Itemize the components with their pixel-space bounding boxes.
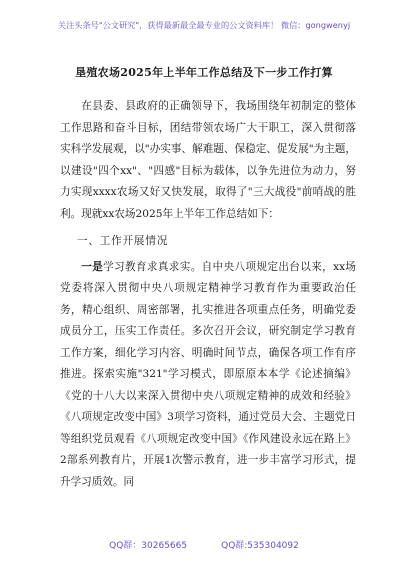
footer-qq-groups xyxy=(0,538,408,551)
promo-banner: 关注头条号"公文研究"，获得最新最全最专业的公文资料库！ 微信：gongwenyj xyxy=(57,20,351,30)
section-heading: 一、工作开展情况 xyxy=(76,235,169,247)
document-title: 垦殖农场2025年上半年工作总结及下一步工作打算 xyxy=(75,66,333,79)
paragraph-1-lead: 一是 xyxy=(81,260,104,273)
intro-paragraph: 在县委、县政府的正确领导下，我场围绕年初制定的整体工作思路和奋斗目标，团结带领农场广大干职工，深入贯彻落实科学发展观，以"办实事、解难题、保稳定、促发展"为主题，以建设"四个xx"、"四感"目标为载体，以争先进位为动力，努力实现xxxx农场又好又快发展，取得了"三大战役"前哨战的胜利。现就xx农场2025年上半年工作总结如下： xyxy=(60,100,356,220)
paragraph-1-text: 学习教育求真求实。自中央八项规定出台以来，xx场党委将深入贯彻中央八项规定精神学习教育作为重要政治任务，精心组织、周密部署，扎实推进各项重点任务，明确党委成员分工，压实工作责任。多次召开会议，研究制定学习教育工作方案，细化学习内容、明确时间节点，确保各项工作有序推进。探索实施"321"学习模式，即原原本本学《论述摘编》《党的十八大以来深入贯彻中央八项规定精神的成效和经验》《八项规定改变中国》3项学习资料，通过党员大会、主题党日等组织党员观看《八项规定改变中国》《作风建设永远在路上》2部系列教育片，开展1次警示教育，进一步丰富学习形式，提升学习质效。同 xyxy=(60,260,356,488)
footer-qq-group-1: QQ群：30265665 xyxy=(109,541,188,551)
paragraph-1 xyxy=(60,257,356,494)
document-body xyxy=(60,96,356,493)
footer-qq-group-2: QQ群:535304092 xyxy=(221,541,299,551)
